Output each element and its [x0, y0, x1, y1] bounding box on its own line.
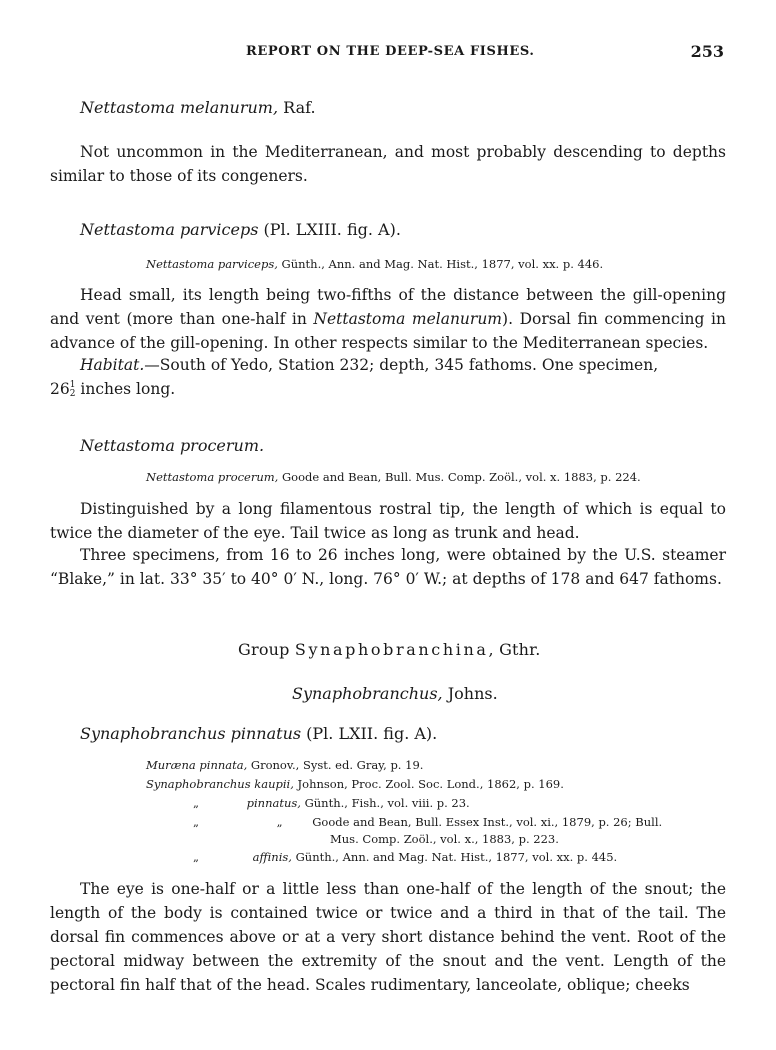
desc-part: Head small, its length being two-fifths of the distance between the gill-opening and vent (more than one-half in: [50, 286, 726, 328]
page-number: 253: [690, 42, 724, 61]
group-author: , Gthr.: [488, 640, 541, 659]
fraction-den: 2: [69, 389, 76, 399]
synonym-line: [330, 832, 559, 846]
genus-author: Johns.: [442, 684, 498, 703]
melanurum-description: Not uncommon in the Mediterranean, and most probably descending to depths similar to those of its congeners.: [50, 143, 726, 185]
ditto-mark: „: [193, 796, 199, 810]
synonym-name: affinis,: [252, 850, 292, 864]
ditto-mark: „: [193, 815, 199, 829]
parviceps-habitat: [50, 353, 726, 377]
species-plate: (Pl. LXIII. fig. A).: [258, 220, 401, 239]
synonym-line: [146, 777, 564, 791]
length-rest: inches long.: [75, 380, 176, 398]
habitat-text: —South of Yedo, Station 232; depth, 345 fathoms. One specimen,: [144, 356, 659, 374]
running-title: REPORT ON THE DEEP-SEA FISHES.: [246, 44, 535, 59]
synonym-text: Günth., Fish., vol. viii. p. 23.: [300, 796, 470, 810]
ditto-mark: „: [193, 850, 199, 864]
reference-name: Nettastoma parviceps,: [146, 257, 278, 271]
species-heading-parviceps: [80, 220, 401, 239]
desc-italic: Nettastoma melanurum: [313, 310, 503, 328]
species-heading-melanurum: [80, 98, 316, 117]
species-author: Raf.: [278, 98, 316, 117]
group-name: Synaphobranchina: [294, 640, 489, 659]
length-whole: 26: [50, 380, 70, 398]
parviceps-length: [50, 377, 175, 401]
synonym-name: Synaphobranchus kaupii,: [146, 777, 294, 791]
species-name: Nettastoma procerum.: [80, 436, 265, 455]
genus-name: Synaphobranchus,: [292, 684, 443, 703]
species-name: Synaphobranchus pinnatus: [80, 724, 302, 743]
desc-part: ). Dorsal fin commencing in advance of the gill-opening. In other respects similar to the Mediterranean species.: [50, 310, 726, 352]
habitat-label: Habitat.: [80, 356, 145, 374]
group-prefix: Group: [238, 640, 295, 659]
reference-text: Günth., Ann. and Mag. Nat. Hist., 1877, vol. xx. p. 446.: [277, 257, 604, 271]
synonym-name: Muræna pinnata,: [146, 758, 248, 772]
synonym-line: [146, 758, 423, 772]
synonym-line: [193, 815, 662, 829]
group-heading: [238, 640, 541, 659]
reference-text: Goode and Bean, Bull. Mus. Comp. Zoöl., vol. x. 1883, p. 224.: [278, 470, 641, 484]
pinnatus-description: The eye is one-half or a little less than one-half of the length of the snout; the length of the body is contained twice or twice and a third in that of the tail. The dorsal fin commences above or at a very short distance behind the vent. Root of the pectoral midway between the extremity of the snout and the vent. Length of the pectoral fin half that of the head. Scales rudimentary, lanceolate, oblique; cheeks: [50, 880, 726, 994]
ditto-mark: „: [276, 815, 283, 829]
procerum-reference: [146, 470, 641, 484]
fraction-num: 1: [69, 380, 76, 390]
synonym-text: Goode and Bean, Bull. Essex Inst., vol. xi., 1879, p. 26; Bull.: [312, 815, 663, 829]
parviceps-description: [50, 283, 726, 355]
procerum-description: Distinguished by a long filamentous rostral tip, the length of which is equal to twice the diameter of the eye. Tail twice as long as trunk and head.: [50, 500, 726, 542]
species-name: Nettastoma melanurum,: [80, 98, 279, 117]
species-plate: (Pl. LXII. fig. A).: [301, 724, 438, 743]
parviceps-reference: [146, 257, 603, 271]
synonym-line: [193, 796, 470, 810]
synonym-text: Mus. Comp. Zoöl., vol. x., 1883, p. 223.: [330, 832, 559, 846]
synonym-text: Johnson, Proc. Zool. Soc. Lond., 1862, p. 169.: [293, 777, 564, 791]
procerum-specimens: Three specimens, from 16 to 26 inches long, were obtained by the U.S. steamer “Blake,” in lat. 33° 35′ to 40° 0′ N., long. 76° 0′ W.; at depths of 178 and 647 fathoms.: [50, 546, 726, 588]
species-name: Nettastoma parviceps: [80, 220, 259, 239]
synonym-name: pinnatus,: [246, 796, 301, 810]
species-heading-procerum: [80, 436, 264, 455]
synonym-line: [193, 850, 617, 864]
reference-name: Nettastoma procerum,: [146, 470, 279, 484]
genus-heading: [292, 684, 498, 703]
synonym-text: Gronov., Syst. ed. Gray, p. 19.: [247, 758, 424, 772]
synonym-text: Günth., Ann. and Mag. Nat. Hist., 1877, vol. xx. p. 445.: [291, 850, 618, 864]
species-heading-pinnatus: [80, 724, 437, 743]
